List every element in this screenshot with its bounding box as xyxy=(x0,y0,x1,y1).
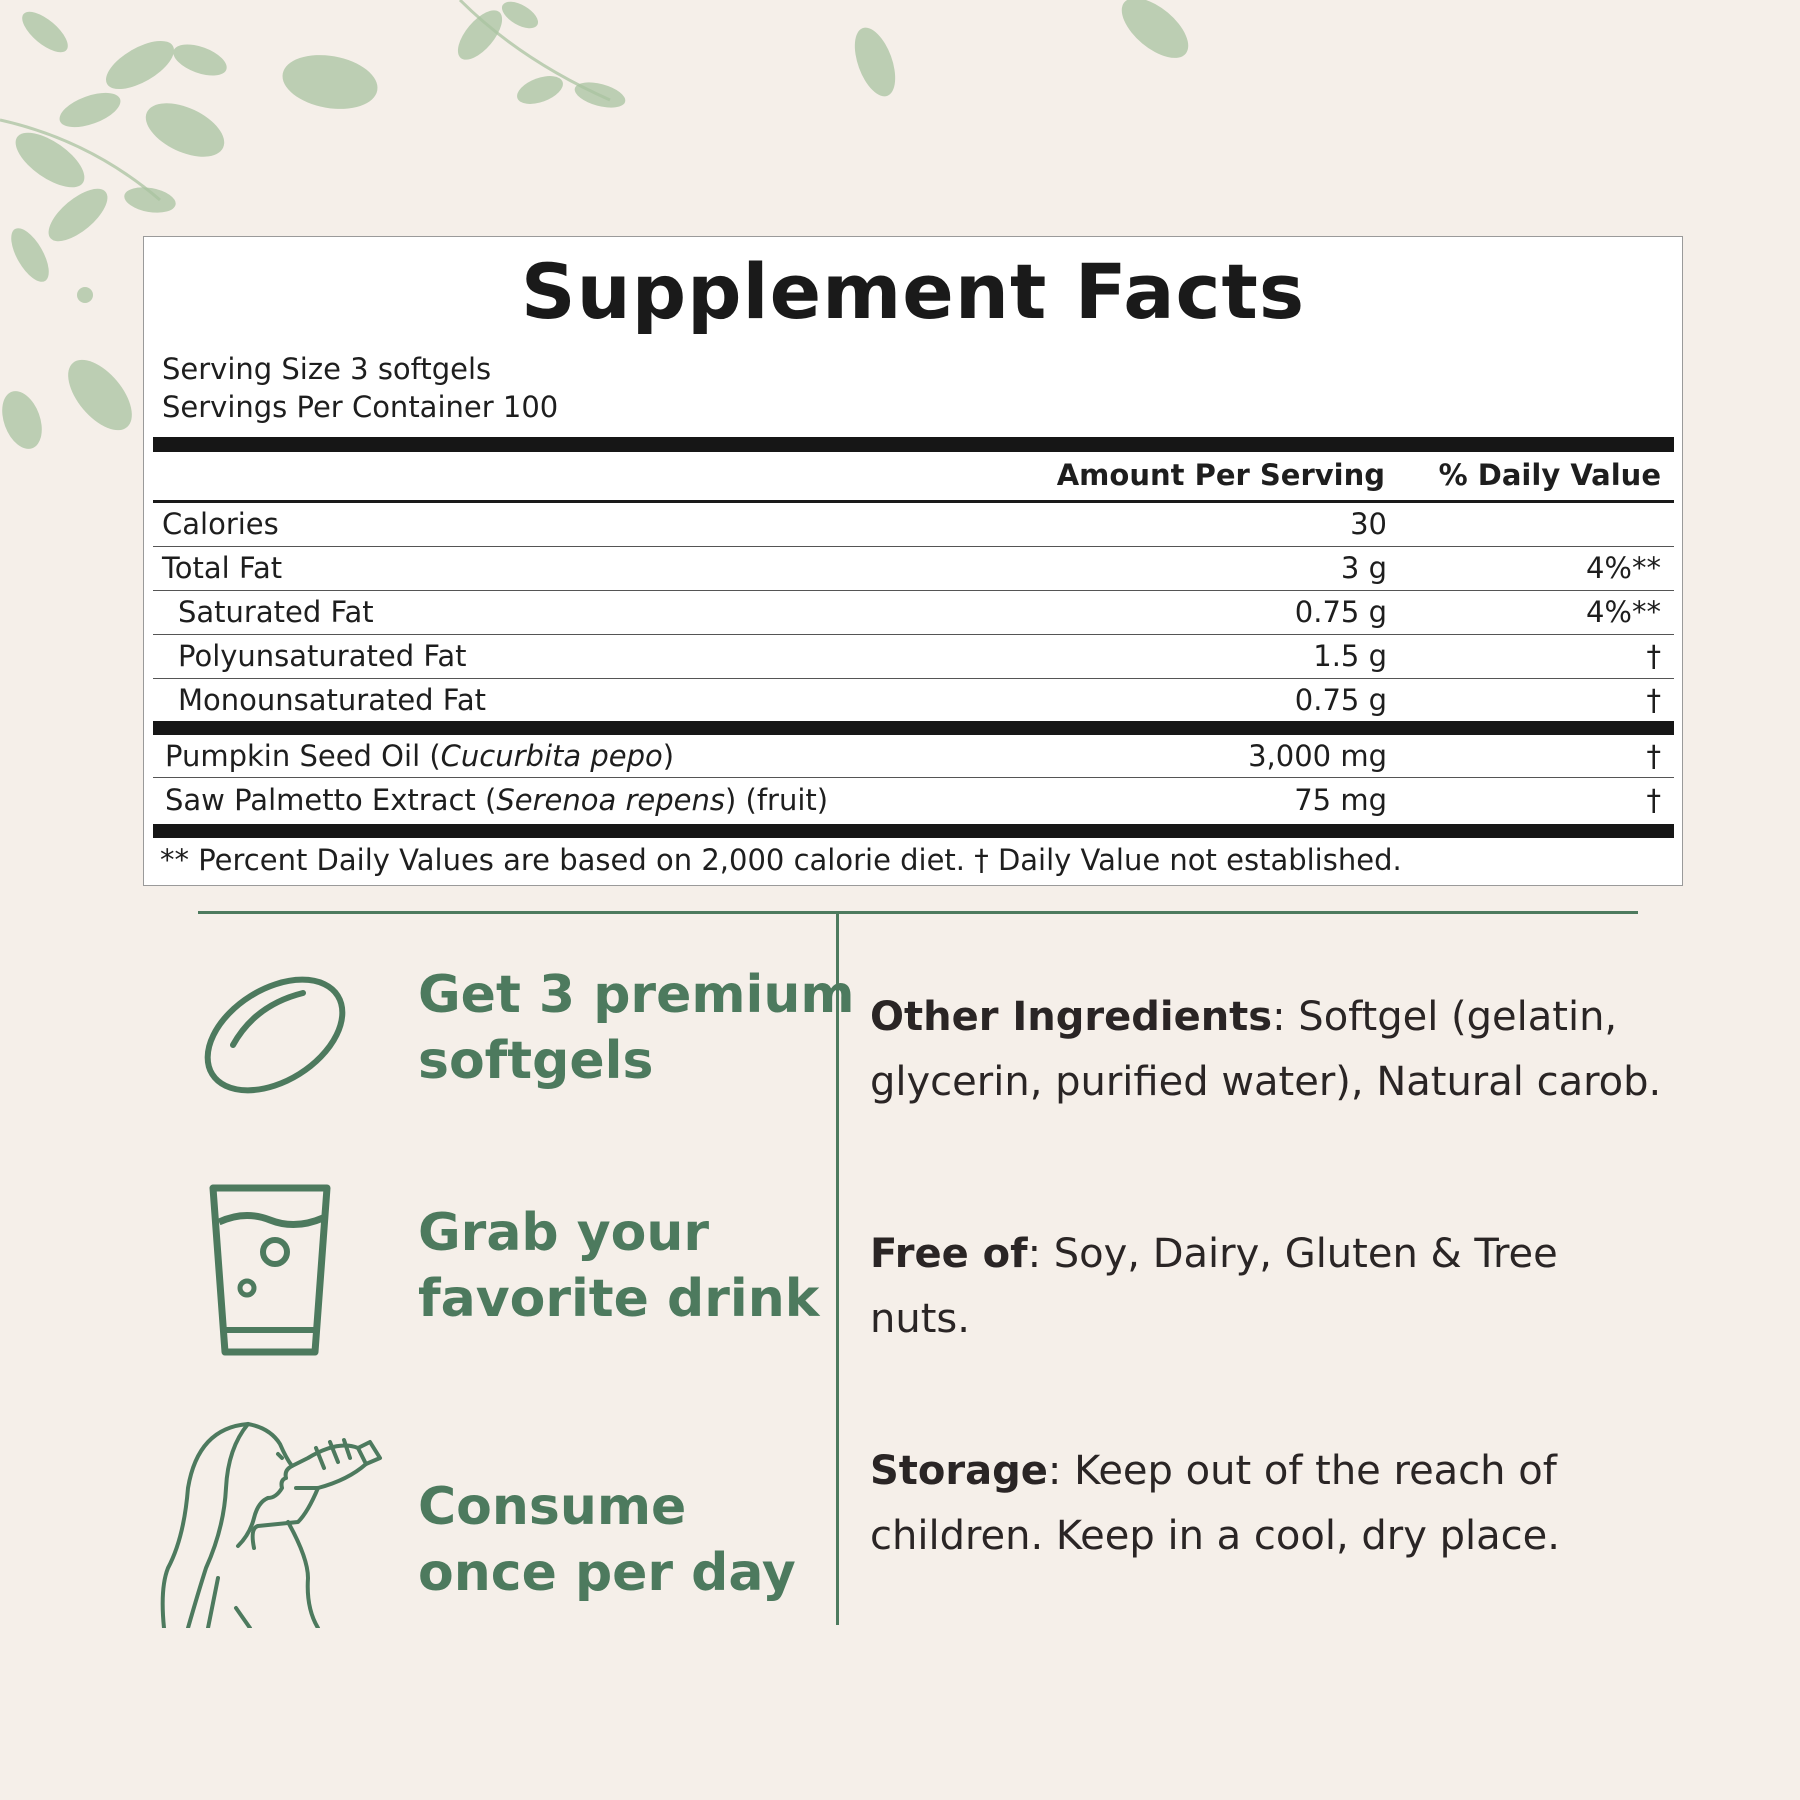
nutrient-name: Total Fat xyxy=(162,551,283,585)
free-of-text: : Soy, Dairy, Gluten & Tree nuts. xyxy=(870,1231,1558,1342)
nutrient-amount: 3 g xyxy=(1340,551,1387,585)
table-row xyxy=(153,503,1674,546)
table-row xyxy=(153,779,1674,822)
nutrient-name: Saturated Fat xyxy=(178,595,374,629)
nutrient-daily-value: † xyxy=(1646,639,1661,673)
step-line: once per day xyxy=(418,1543,796,1603)
drink-glass-icon xyxy=(205,1180,335,1360)
free-of xyxy=(870,1222,1670,1352)
step-line: favorite drink xyxy=(418,1269,820,1329)
softgel-icon xyxy=(195,965,355,1105)
step-drink xyxy=(418,1200,819,1332)
ingredient-name xyxy=(165,739,674,773)
footnote: ** Percent Daily Values are based on 2,000 calorie diet. † Daily Value not established. xyxy=(160,843,1402,877)
woman-drinking-icon xyxy=(158,1418,398,1628)
nutrient-amount: 1.5 g xyxy=(1313,639,1387,673)
step-line: Grab your xyxy=(418,1203,710,1263)
storage xyxy=(870,1439,1670,1569)
ingredient-amount: 3,000 mg xyxy=(1248,739,1387,773)
table-row xyxy=(153,547,1674,590)
thick-divider xyxy=(153,824,1674,838)
nutrient-daily-value: † xyxy=(1646,683,1661,717)
nutrient-name: Polyunsaturated Fat xyxy=(178,639,467,673)
step-line: Consume xyxy=(418,1477,687,1537)
ingredient-common-name: Saw Palmetto Extract ( xyxy=(165,783,497,817)
col-daily-value-header: % Daily Value xyxy=(1438,458,1661,492)
supplement-facts-panel xyxy=(143,236,1683,886)
other-ingredients-text: : Softgel (gelatin, glycerin, purified water), Natural carob. xyxy=(870,994,1662,1105)
nutrient-amount: 0.75 g xyxy=(1294,595,1387,629)
ingredient-common-name: Pumpkin Seed Oil ( xyxy=(165,739,441,773)
nutrient-amount: 0.75 g xyxy=(1294,683,1387,717)
nutrient-name: Calories xyxy=(162,507,279,541)
free-of-label: Free of xyxy=(870,1231,1028,1277)
nutrient-daily-value: 4%** xyxy=(1585,551,1661,585)
nutrient-daily-value: 4%** xyxy=(1585,595,1661,629)
table-row xyxy=(153,679,1674,722)
step-consume xyxy=(418,1474,796,1606)
section-divider xyxy=(198,911,1638,914)
ingredient-suffix: ) xyxy=(662,739,675,773)
table-row xyxy=(153,635,1674,678)
step-softgels xyxy=(418,962,855,1094)
ingredient-latin-name: Cucurbita pepo xyxy=(440,739,663,773)
ingredient-daily-value: † xyxy=(1646,783,1661,817)
ingredient-name xyxy=(165,783,828,817)
other-ingredients xyxy=(870,985,1670,1115)
col-amount-header: Amount Per Serving xyxy=(1056,458,1385,492)
step-line: softgels xyxy=(418,1031,654,1091)
storage-text: : Keep out of the reach of children. Keep in a cool, dry place. xyxy=(870,1448,1560,1559)
table-row xyxy=(153,591,1674,634)
nutrient-name: Monounsaturated Fat xyxy=(178,683,486,717)
storage-label: Storage xyxy=(870,1448,1048,1494)
facts-title: Supplement Facts xyxy=(520,247,1306,336)
nutrient-amount: 30 xyxy=(1350,507,1387,541)
table-row xyxy=(153,735,1674,778)
thick-divider xyxy=(153,721,1674,735)
ingredient-daily-value: † xyxy=(1646,739,1661,773)
servings-per-container: Servings Per Container 100 xyxy=(162,390,559,424)
ingredient-latin-name: Serenoa repens xyxy=(496,783,725,817)
row-divider xyxy=(153,777,1674,778)
other-ingredients-label: Other Ingredients xyxy=(870,994,1273,1040)
thick-divider xyxy=(153,437,1674,452)
serving-size: Serving Size 3 softgels xyxy=(162,352,492,386)
step-line: Get 3 premium xyxy=(418,965,855,1025)
ingredient-suffix: ) (fruit) xyxy=(724,783,829,817)
ingredient-amount: 75 mg xyxy=(1294,783,1387,817)
